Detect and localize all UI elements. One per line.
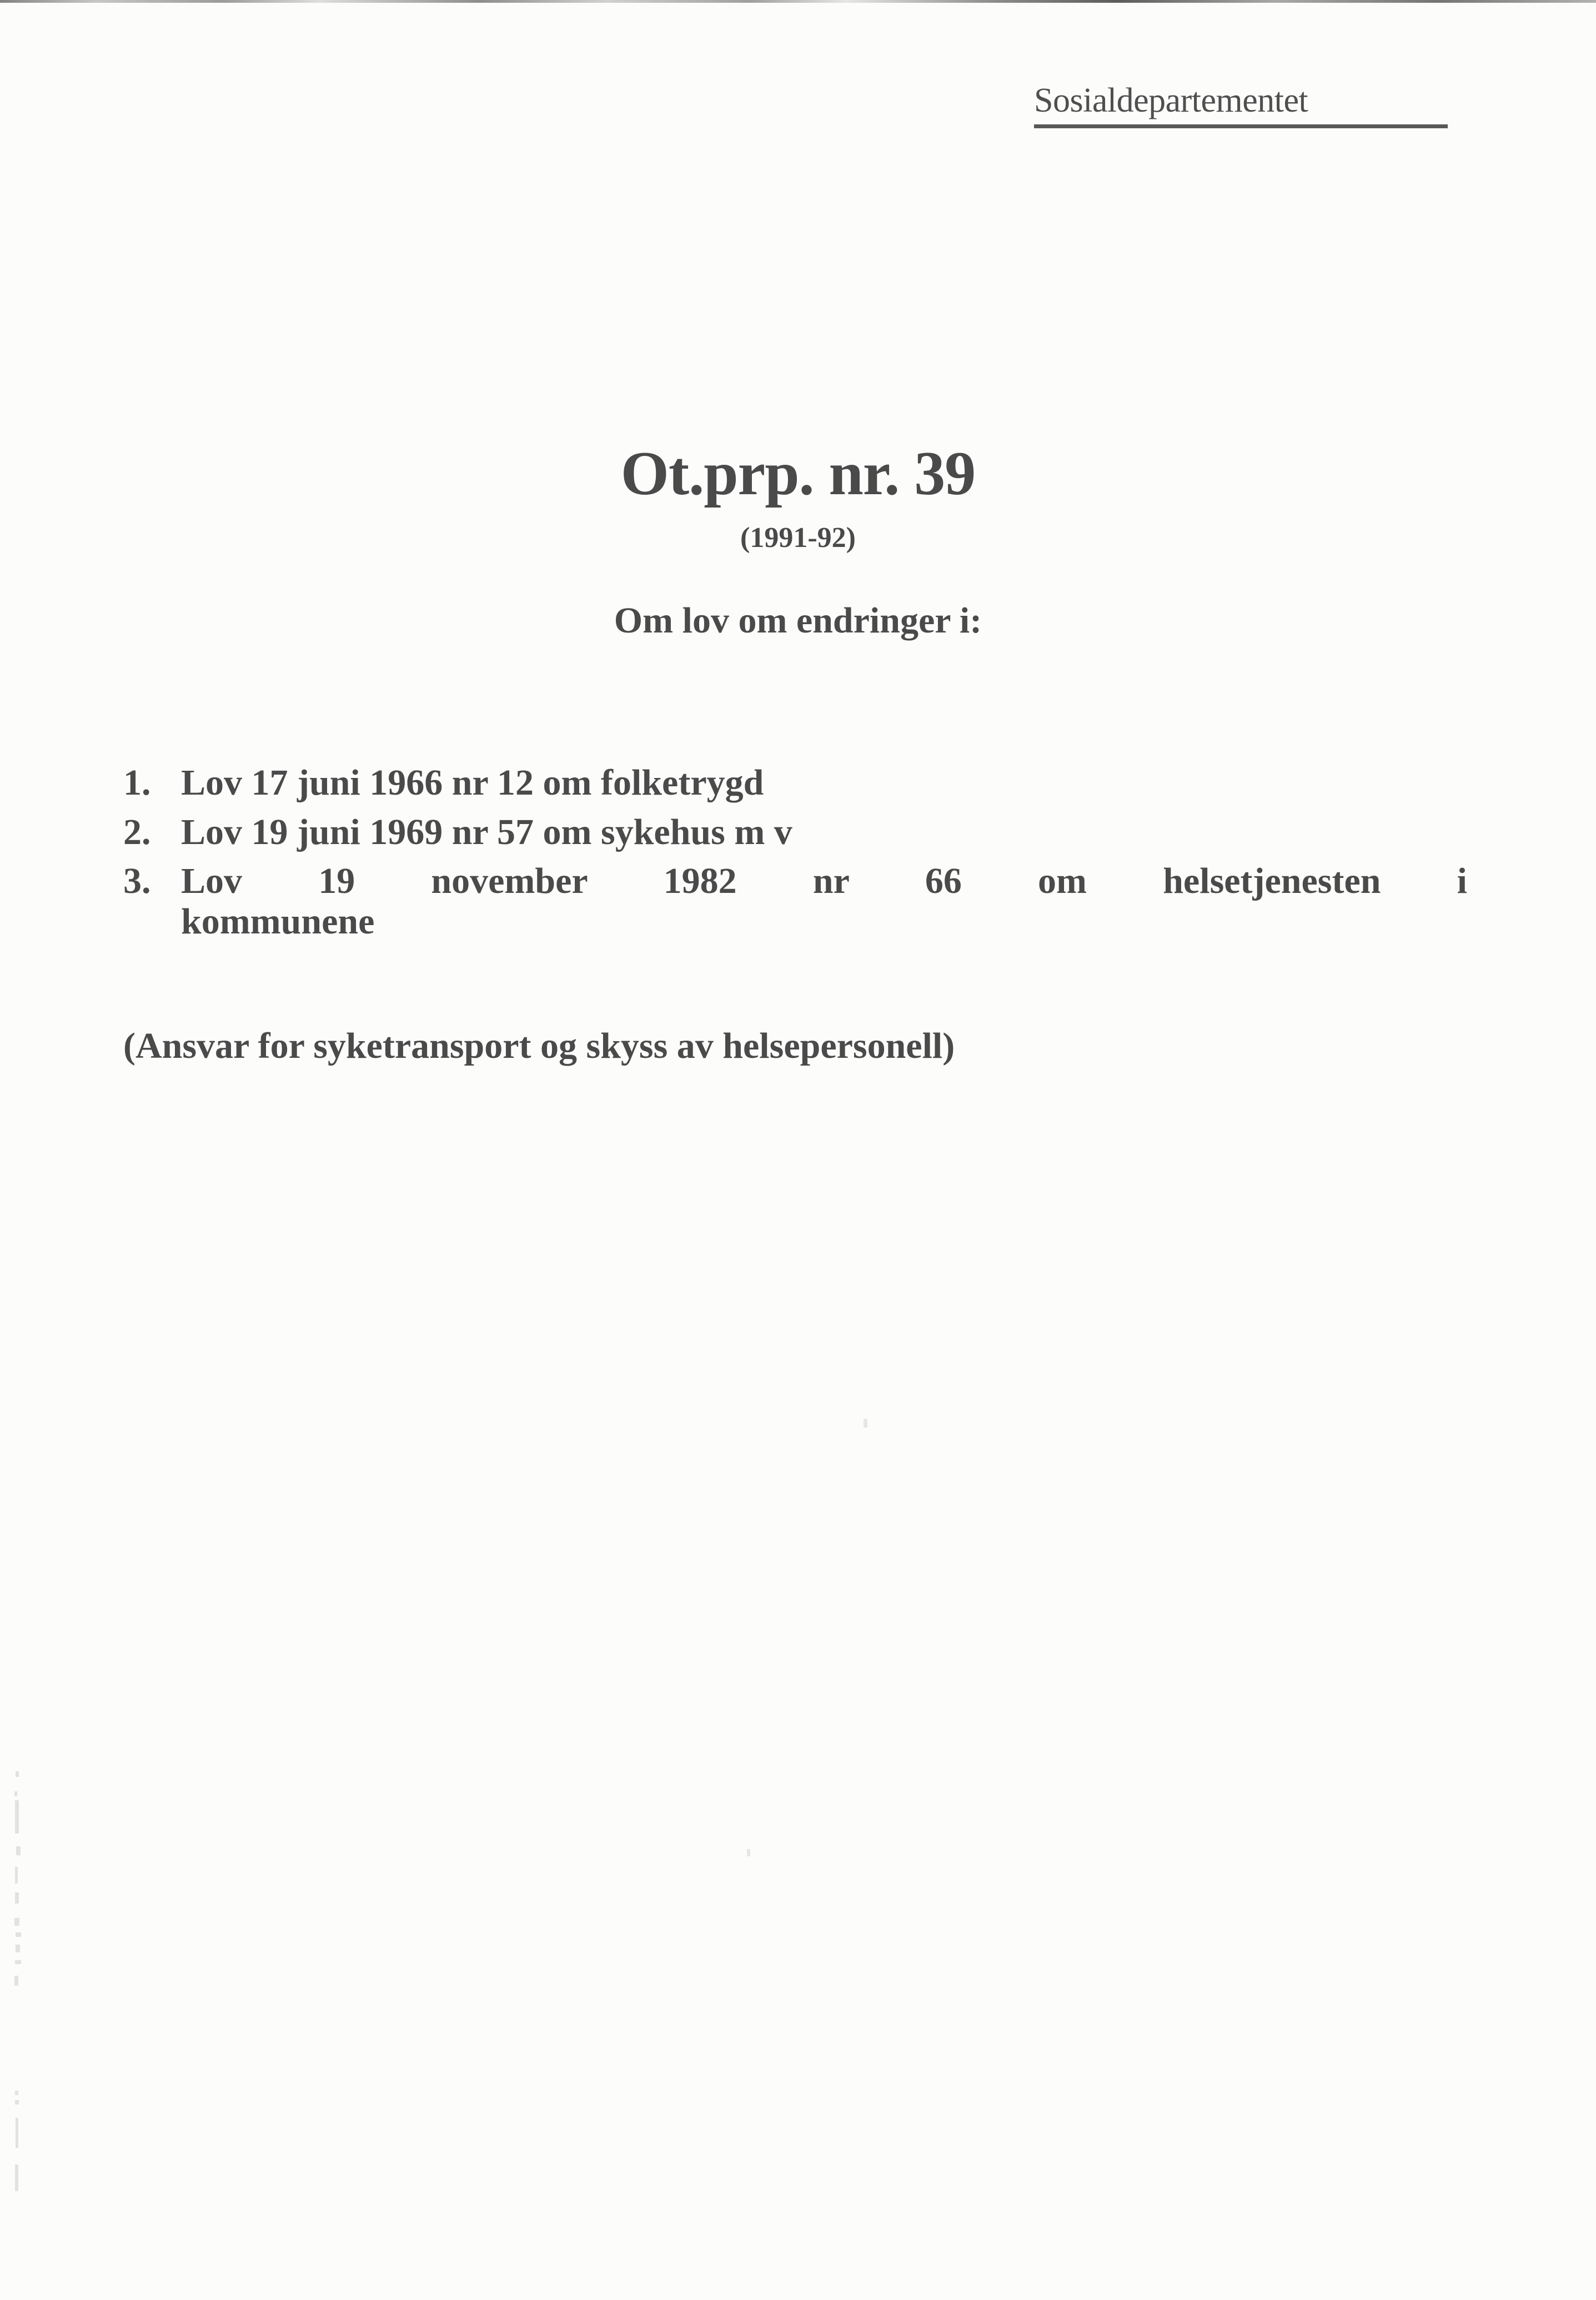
department-header	[1034, 83, 1448, 128]
title-block	[0, 441, 1596, 642]
law-amendment-list	[123, 763, 1467, 951]
scan-top-edge-artifact	[0, 0, 1596, 3]
header-rule	[1034, 124, 1448, 128]
list-item-label-line1: Lov 19 november 1982 nr 66 om helsetjenesten i	[181, 861, 1467, 902]
department-name: Sosialdepartementet	[1034, 82, 1308, 119]
list-item	[123, 812, 1467, 853]
document-period: (1991-92)	[740, 521, 856, 554]
document-subtitle: Om lov om endringer i:	[614, 600, 982, 641]
list-item-label: Lov 19 juni 1969 nr 57 om sykehus m v	[181, 811, 792, 852]
list-item	[123, 763, 1467, 804]
scan-speck	[864, 1419, 867, 1428]
scan-left-edge-artifacts	[10, 1766, 36, 2266]
scan-speck	[747, 1849, 750, 1856]
list-item-label: Lov 17 juni 1966 nr 12 om folketrygd	[181, 762, 764, 803]
list-item-number: 2.	[123, 811, 151, 852]
page-title: Ot.prp. nr. 39	[620, 439, 976, 508]
list-item-number: 3.	[123, 861, 151, 902]
document-scope-note: (Ansvar for syketransport og skyss av helsepersonell)	[123, 1026, 955, 1066]
list-item-label	[181, 861, 1467, 942]
list-item-number: 1.	[123, 762, 151, 803]
list-item-label-line2: kommunene	[181, 901, 375, 942]
list-item	[123, 861, 1467, 942]
